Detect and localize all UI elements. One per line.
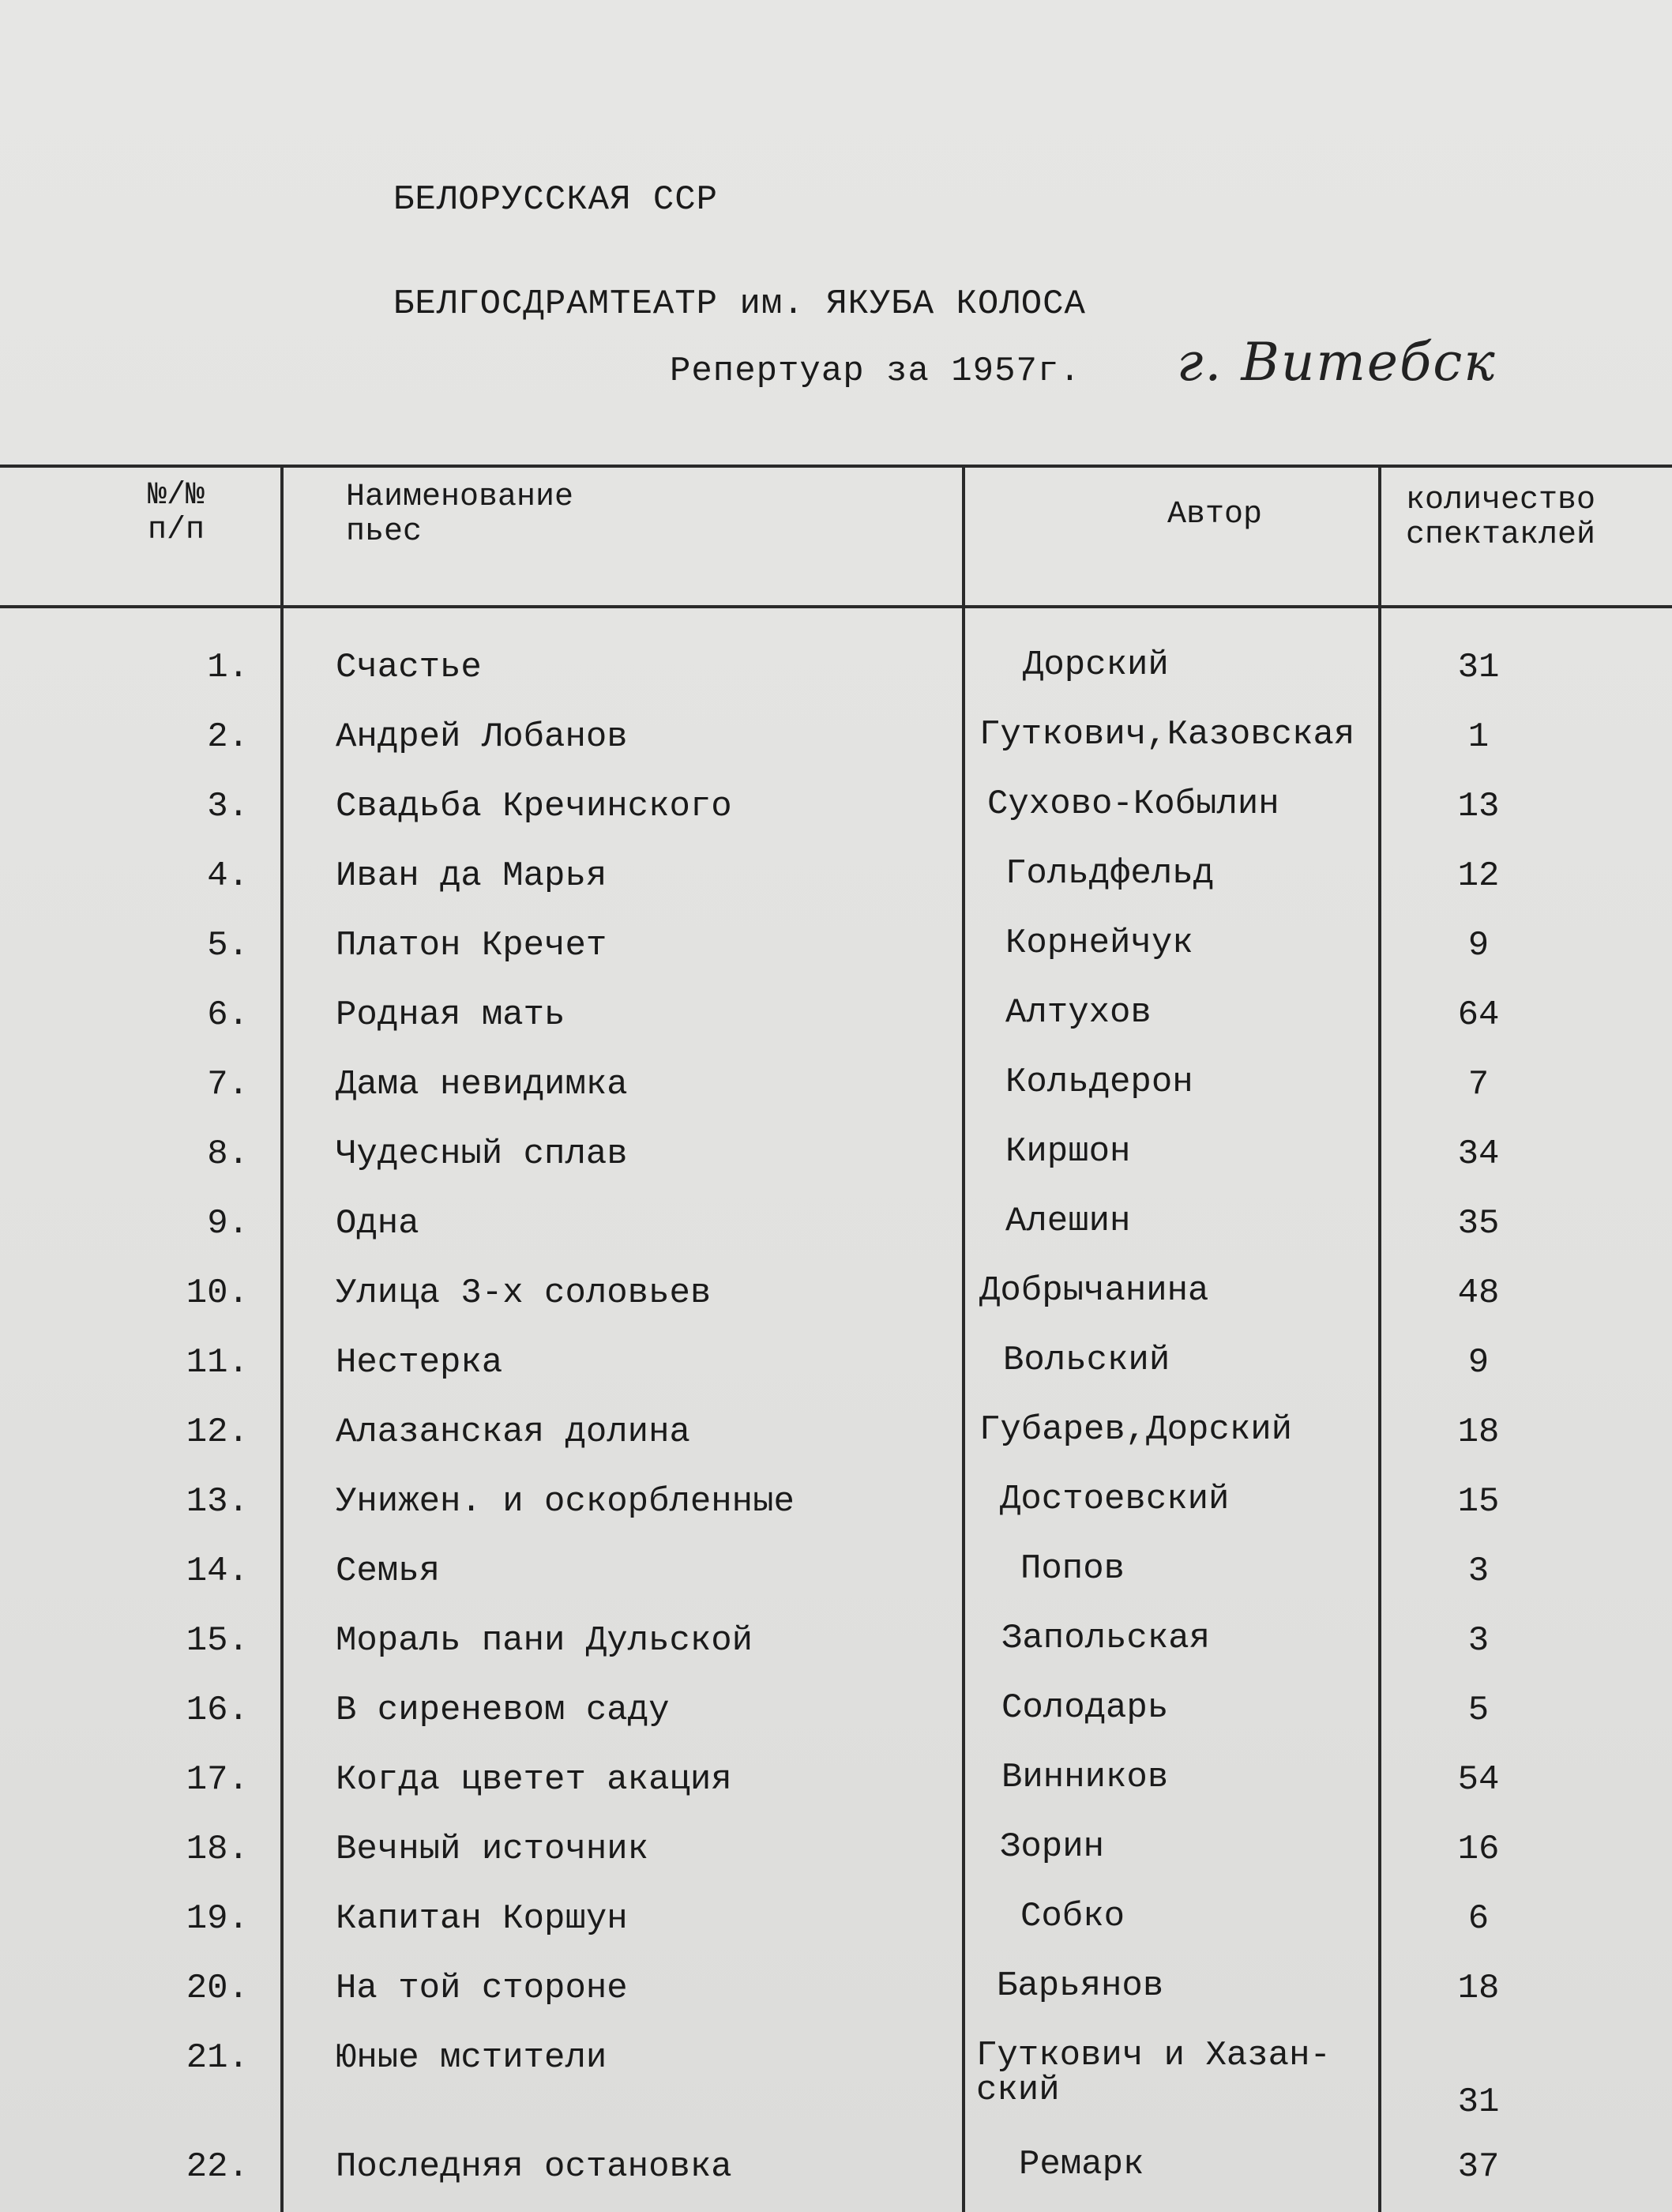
table-row — [0, 926, 1672, 981]
play-title: Алазанская долина — [336, 1413, 690, 1452]
region-heading: БЕЛОРУССКАЯ ССР — [393, 180, 719, 220]
play-title: Нестерка — [336, 1343, 503, 1382]
row-number: 8. — [207, 1134, 249, 1174]
play-author: Киршон — [1005, 1132, 1131, 1172]
performance-count: 31 — [1457, 648, 1500, 687]
row-number: 1. — [207, 648, 249, 687]
row-number: 21. — [186, 2038, 249, 2078]
table-row — [0, 1410, 1672, 1468]
performance-count: 31 — [1457, 2082, 1500, 2122]
header-author: Автор — [1167, 497, 1263, 532]
performance-count: 54 — [1457, 1760, 1500, 1800]
play-author: Винников — [1001, 1758, 1169, 1797]
table-row — [0, 2038, 1672, 2125]
play-title: Юные мстители — [336, 2038, 607, 2078]
row-number: 19. — [186, 1899, 249, 1939]
row-number: 7. — [207, 1065, 249, 1104]
performance-count: 13 — [1457, 787, 1500, 826]
play-author: Добрычанина — [979, 1271, 1209, 1311]
row-number: 11. — [186, 1343, 249, 1382]
table-top-rule — [0, 465, 1672, 468]
table-row — [0, 1621, 1672, 1676]
play-title: Андрей Лобанов — [336, 717, 628, 757]
play-title: Семья — [336, 1552, 441, 1591]
row-number: 3. — [207, 787, 249, 826]
play-title: Платон Кречет — [336, 926, 607, 965]
table-row — [0, 1343, 1672, 1398]
table-row — [0, 1273, 1672, 1329]
row-number: 9. — [207, 1204, 249, 1243]
table-row — [0, 645, 1672, 703]
play-author: Гуткович и Хазан- ский — [976, 2036, 1331, 2110]
play-author: Достоевский — [1000, 1480, 1230, 1519]
performance-count: 7 — [1467, 1065, 1490, 1104]
play-title: Унижен. и оскорбленные — [336, 1482, 795, 1522]
play-title: Когда цветет акация — [336, 1760, 732, 1800]
play-author: Запольская — [1001, 1619, 1211, 1658]
table-row — [0, 1482, 1672, 1537]
header-bottom-rule — [0, 605, 1672, 608]
row-number: 20. — [186, 1969, 249, 2008]
performance-count: 3 — [1467, 1552, 1490, 1591]
play-author: Гуткович,Казовская — [979, 715, 1355, 754]
play-title: Вечный источник — [336, 1830, 649, 1869]
row-number: 2. — [207, 717, 249, 757]
play-author: Вольский — [1003, 1341, 1170, 1380]
table-row — [0, 1134, 1672, 1190]
table-row — [0, 1827, 1672, 1885]
header-performance-count: количество спектаклей — [1406, 483, 1596, 553]
play-author: Барьянов — [997, 1966, 1164, 2006]
performance-count: 34 — [1457, 1134, 1500, 1174]
performance-count: 18 — [1457, 1413, 1500, 1452]
performance-count: 37 — [1457, 2147, 1500, 2187]
table-row — [0, 1966, 1672, 2024]
play-title: Улица 3-х соловьев — [336, 1273, 712, 1313]
table-row — [0, 995, 1672, 1051]
row-number: 16. — [186, 1691, 249, 1730]
row-number: 5. — [207, 926, 249, 965]
handwritten-note: г. Витебск — [1177, 332, 1497, 393]
row-number: 10. — [186, 1273, 249, 1313]
play-author: Алтухов — [1005, 993, 1152, 1033]
table-row — [0, 784, 1672, 842]
row-number: 15. — [186, 1621, 249, 1661]
play-author: Зорин — [1000, 1827, 1105, 1867]
performance-count: 18 — [1457, 1969, 1500, 2008]
play-title: Родная мать — [336, 995, 565, 1035]
play-author: Гольдфельд — [1005, 854, 1215, 893]
play-author: Алешин — [1005, 1202, 1131, 1241]
performance-count: 35 — [1457, 1204, 1500, 1243]
table-row — [0, 856, 1672, 912]
performance-count: 48 — [1457, 1273, 1500, 1313]
row-number: 22. — [186, 2147, 249, 2187]
row-number: 12. — [186, 1413, 249, 1452]
play-title: Мораль пани Дульской — [336, 1621, 753, 1661]
row-number: 14. — [186, 1552, 249, 1591]
play-author: Губарев,Дорский — [979, 1410, 1293, 1450]
performance-count: 9 — [1467, 926, 1490, 965]
play-title: На той стороне — [336, 1969, 628, 2008]
play-title: Счастье — [336, 648, 482, 687]
row-number: 13. — [186, 1482, 249, 1522]
play-title: Последняя остановка — [336, 2147, 732, 2187]
performance-count: 15 — [1457, 1482, 1500, 1522]
row-number: 17. — [186, 1760, 249, 1800]
play-title: Капитан Коршун — [336, 1899, 628, 1939]
repertoire-title: Репертуар за 1957г. — [670, 352, 1081, 391]
performance-count: 64 — [1457, 995, 1500, 1035]
performance-count: 9 — [1467, 1343, 1490, 1382]
play-author: Кольдерон — [1005, 1063, 1193, 1102]
row-number: 18. — [186, 1830, 249, 1869]
play-title: В сиреневом саду — [336, 1691, 670, 1730]
play-title: Одна — [336, 1204, 419, 1243]
table-row — [0, 1549, 1672, 1607]
play-title: Свадьба Кречинского — [336, 787, 732, 826]
performance-count: 16 — [1457, 1830, 1500, 1869]
play-author: Ремарк — [1019, 2145, 1144, 2184]
row-number: 6. — [207, 995, 249, 1035]
play-author: Дорский — [1023, 645, 1169, 685]
table-row — [0, 1204, 1672, 1259]
performance-count: 1 — [1467, 717, 1490, 757]
header-number: №/№ п/п — [147, 478, 205, 548]
play-title: Чудесный сплав — [336, 1134, 628, 1174]
table-row — [0, 1688, 1672, 1746]
performance-count: 3 — [1467, 1621, 1490, 1661]
table-row — [0, 717, 1672, 773]
table-row — [0, 1899, 1672, 1954]
play-author: Корнейчук — [1005, 924, 1193, 963]
row-number: 4. — [207, 856, 249, 896]
play-author: Солодарь — [1001, 1688, 1169, 1728]
header-play-name: Наименование пьес — [346, 480, 574, 550]
theatre-heading: БЕЛГОСДРАМТЕАТР им. ЯКУБА КОЛОСА — [393, 284, 1086, 324]
play-title: Дама невидимка — [336, 1065, 628, 1104]
performance-count: 12 — [1457, 856, 1500, 896]
play-author: Сухово-Кобылин — [987, 784, 1279, 824]
play-author: Собко — [1020, 1897, 1125, 1936]
table-row — [0, 1065, 1672, 1120]
play-author: Попов — [1020, 1549, 1125, 1589]
performance-count: 6 — [1467, 1899, 1490, 1939]
table-row — [0, 2147, 1672, 2203]
play-title: Иван да Марья — [336, 856, 607, 896]
performance-count: 5 — [1467, 1691, 1490, 1730]
table-row — [0, 1760, 1672, 1815]
